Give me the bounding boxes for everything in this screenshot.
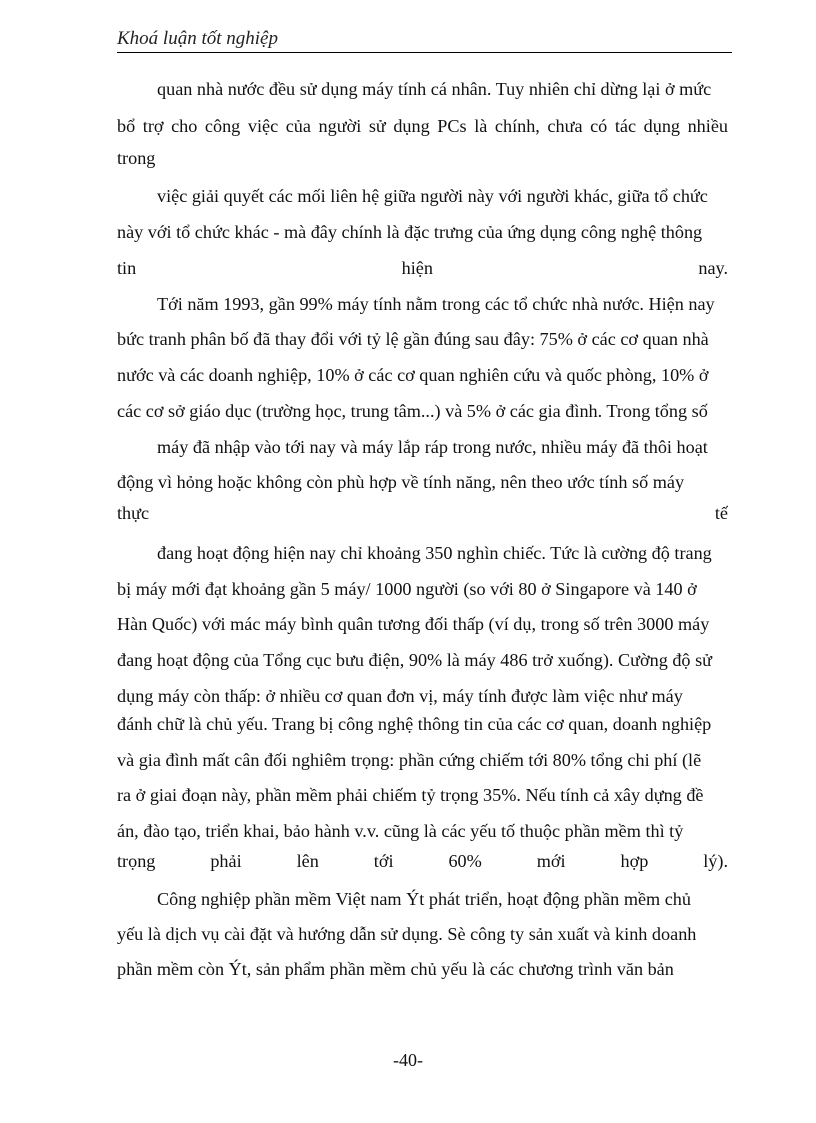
- text-line: quan nhà nước đều sử dụng máy tính cá nhân. Tuy nhiên chỉ dừng lại ở mức: [157, 79, 712, 99]
- text-line: Hàn Quốc) với mác máy bình quân tương đối thấp (ví dụ, trong số trên 3000 máy: [117, 614, 710, 634]
- text-line: Công nghiệp phần mềm Việt nam Ýt phát triển, hoạt động phần mềm chủ: [157, 889, 691, 909]
- text-line: đang hoạt động hiện nay chỉ khoảng 350 nghìn chiếc. Tức là cường độ trang: [157, 543, 712, 563]
- text-line: các cơ sở giáo dục (trường học, trung tâm...) và 5% ở các gia đình. Trong tổng số: [117, 401, 708, 421]
- page-number: -40-: [393, 1050, 423, 1070]
- text-line: bị máy mới đạt khoảng gần 5 máy/ 1000 người (so với 80 ở Singapore và 140 ở: [117, 579, 697, 599]
- page-header: [117, 26, 732, 53]
- text-line: đánh chữ là chủ yếu. Trang bị công nghệ thông tin của các cơ quan, doanh nghiệp: [117, 714, 712, 734]
- text-line: tin hiện nay.: [117, 258, 728, 278]
- header-title: Khoá luận tốt nghiệp: [117, 28, 278, 49]
- text-line: ra ở giai đoạn này, phần mềm phải chiếm tỷ trọng 35%. Nếu tính cả xây dựng đề: [117, 785, 704, 805]
- text-line: án, đào tạo, triển khai, bảo hành v.v. cũng là các yếu tố thuộc phần mềm thì tỷ: [117, 821, 684, 841]
- text-line: này với tổ chức khác - mà đây chính là đặc trưng của ứng dụng công nghệ thông: [117, 222, 703, 242]
- text-line: thực tế: [117, 503, 728, 523]
- text-line: và gia đình mất cân đối nghiêm trọng: phần cứng chiếm tới 80% tổng chi phí (lẽ: [117, 750, 702, 770]
- text-line: đang hoạt động của Tổng cục bưu điện, 90% là máy 486 trở xuống). Cường độ sử: [117, 650, 713, 670]
- text-line: nước và các doanh nghiệp, 10% ở các cơ quan nghiên cứu và quốc phòng, 10% ở: [117, 365, 709, 385]
- text-line: dụng máy còn thấp: ở nhiều cơ quan đơn vị, máy tính được làm việc như máy: [117, 686, 683, 706]
- text-line: trong: [117, 148, 156, 168]
- text-line: trọng phải lên tới 60% mới hợp lý).: [117, 851, 728, 871]
- text-line: bức tranh phân bố đã thay đổi với tỷ lệ gần đúng sau đây: 75% ở các cơ quan nhà: [117, 329, 709, 349]
- text-line: Tới năm 1993, gần 99% máy tính nằm trong các tổ chức nhà nước. Hiện nay: [157, 294, 715, 314]
- text-line: yếu là dịch vụ cài đặt và hướng dẫn sử dụng. Sè công ty sản xuất và kinh doanh: [117, 924, 697, 944]
- text-line: bổ trợ cho công việc của người sử dụng PCs là chính, chưa có tác dụng nhiều: [117, 116, 728, 136]
- text-line: động vì hỏng hoặc không còn phù hợp về tính năng, nên theo ước tính số máy: [117, 472, 685, 492]
- text-line: việc giải quyết các mối liên hệ giữa người này với người khác, giữa tổ chức: [157, 186, 708, 206]
- text-line: máy đã nhập vào tới nay và máy lắp ráp trong nước, nhiều máy đã thôi hoạt: [157, 437, 708, 457]
- text-line: phần mềm còn Ýt, sản phẩm phần mềm chủ yếu là các chương trình văn bản: [117, 959, 674, 979]
